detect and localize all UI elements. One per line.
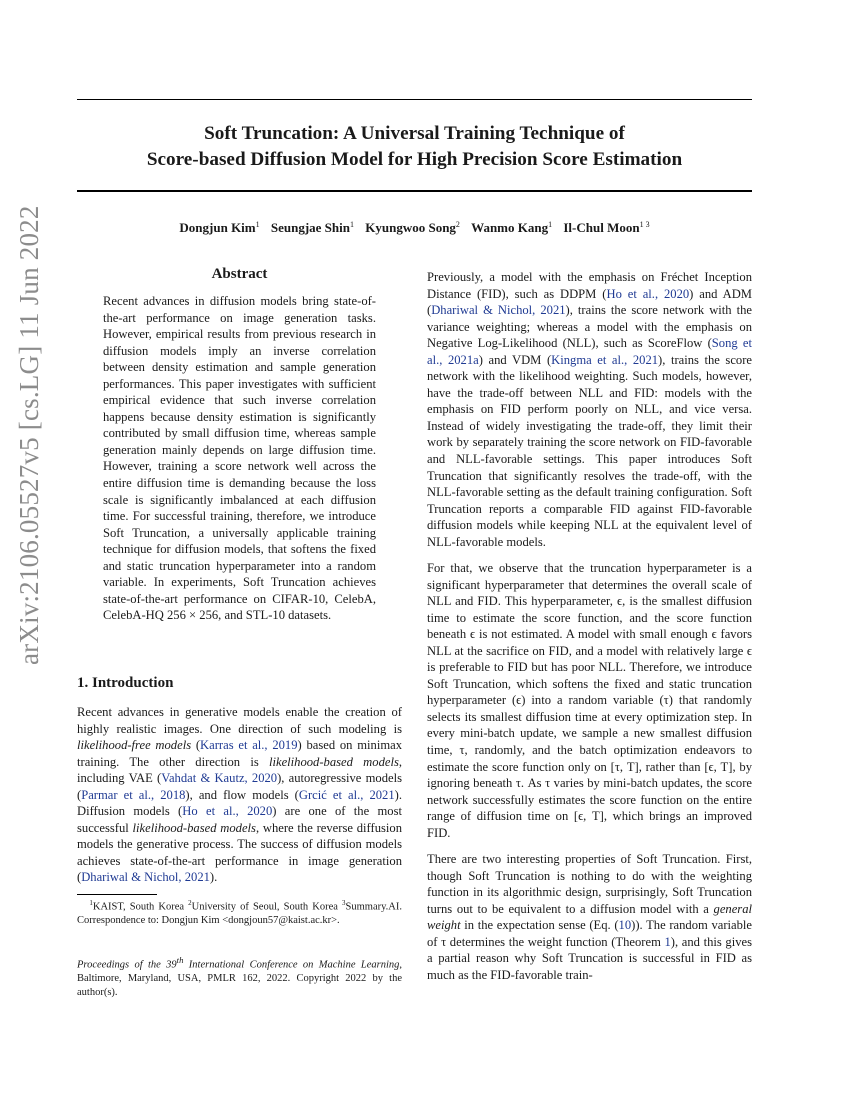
- text: ), trains the score network with the variance weighting; whereas a model with the emphasis on Negative Log-Likelihood (NLL), such as ScoreFlow (: [427, 303, 752, 351]
- title-line-2: Score-based Diffusion Model for High Precision Score Estimation: [146, 149, 683, 170]
- footnote-rule: [77, 894, 157, 895]
- citation-link[interactable]: Grcić et al., 2021: [298, 787, 395, 802]
- author-list: [77, 220, 752, 236]
- intro-paragraph-1: Recent advances in generative models enable the creation of highly realistic images. One direction of such modeling is likelihood-free models (Karras et al., 2019) based on minimax training. The other direction is likelihood-based models, including VAE (Vahdat & Kautz, 2020), autoregressive models (Parmar et al., 2018), and flow models (Grcić et al., 2021). Diffusion models (Ho et al., 2020) are one of the most successful likelihood-based models, where the reverse diffusion models the generative process. The success of diffusion models achieves state-of-the-art performance in image generation (Dhariwal & Nichol, 2021).: [77, 705, 403, 885]
- theorem-link[interactable]: 1: [664, 934, 671, 949]
- author: [271, 220, 354, 235]
- footnote-mark: 3: [342, 899, 346, 907]
- text: University of Seoul, South Korea: [191, 901, 343, 913]
- text: ) and VDM (: [478, 352, 552, 367]
- text: , where the reverse diffusion models the generative process. The success of diffusion models achieves state-of-the-art performance in image generation (: [77, 820, 402, 885]
- intro-paragraph-4: [427, 851, 752, 983]
- affiliation-footnote: [77, 897, 402, 928]
- abstract-text: Recent advances in diffusion models bring state-of-the-art performance on image generation tasks. However, empirical results from previous research in diffusion models imply an inverse correlation between density estimation and sample generation performances. This paper investigates with sufficient empirical evidence that such inverse correlation happens because density estimation is significantly contributed by small diffusion time, whereas sample generation mainly depends on large diffusion time. However, training a score network well across the entire diffusion time is demanding because the loss scale is significantly imbalanced at each diffusion time. For successful training, therefore, we introduce Soft Truncation, a universally applicable training technique for diffusion models, that softens the fixed and static truncation hyperparameter into a random variable. In experiments, Soft Truncation achieves state-of-the-art performance on CIFAR-10, CelebA, CelebA-HQ 256 × 256, and STL-10 datasets.: [103, 294, 376, 623]
- author: [471, 220, 552, 235]
- author-name: Il-Chul Moon: [563, 220, 640, 235]
- author-name: Seungjae Shin: [270, 220, 350, 235]
- citation-link[interactable]: Ho et al., 2020: [182, 804, 273, 819]
- footnote-mark: 1: [89, 899, 93, 907]
- intro-paragraph-3: [427, 560, 752, 841]
- citation-link[interactable]: Song et al., 2021a: [427, 336, 752, 367]
- author-name: Dongjun Kim: [179, 220, 256, 235]
- citation-link[interactable]: Ho et al., 2020: [606, 286, 690, 301]
- text: There are two interesting properties of Soft Truncation. First, though Soft Truncation is nothing to do with the weighting function in its algorithmic design, surprisingly, Soft Truncation turns out to be equivalent to a diffusion model with a: [427, 852, 752, 916]
- proceedings-note: [77, 954, 402, 999]
- emphasis: likelihood-free models: [77, 738, 192, 753]
- author: [563, 220, 649, 235]
- text: ), trains the score network with the likelihood weighting. Such models, however, have the trade-off between NLL and FID: models with the emphasis on FID perform poorly on NLL, and vice versa. Instead of widely investigating the trade-off, they limit their work by separately training the score network on FID-favorable and NLL-favorable settings. This paper introduces Soft Truncation that significantly resolves the trade-off, with the NLL-favorable setting as the default training configuration. Soft Truncation reports a comparable FID against FID-favorable diffusion models while keeping NLL at the equivalent level of NLL-favorable models.: [427, 352, 752, 549]
- text: ).: [209, 870, 218, 885]
- footnote-mark: 2: [188, 899, 192, 907]
- abstract-body: [103, 293, 376, 624]
- emphasis: Proceedings of the 39: [77, 959, 177, 971]
- citation-link[interactable]: Vahdat & Kautz, 2020: [161, 771, 278, 786]
- text: Previously, a model with the emphasis on Fréchet Inception Distance (FID), such as DDPM (: [427, 270, 752, 301]
- intro-paragraph-2: [427, 269, 752, 550]
- author-affiliation: 1: [350, 220, 354, 229]
- text: ), autoregressive models (: [77, 771, 402, 802]
- emphasis: likelihood-based models: [132, 820, 256, 835]
- text: ), and flow models (: [185, 787, 299, 802]
- section-heading-introduction: 1. Introduction: [77, 675, 174, 691]
- title-line-1: Soft Truncation: A Universal Training Technique of: [204, 123, 625, 144]
- author-affiliation: 2: [455, 220, 460, 229]
- author-affiliation: 1: [548, 220, 553, 229]
- text: ). Diffusion models (: [77, 787, 402, 819]
- text: , Baltimore, Maryland, USA, PMLR 162, 2022. Copyright 2022 by the author(s).: [77, 959, 402, 998]
- author-affiliation: 1: [255, 220, 260, 229]
- arxiv-stamp: arXiv:2106.05527v5 [cs.LG] 11 Jun 2022: [14, 205, 44, 665]
- emphasis: International Conference on Machine Learning: [183, 959, 400, 971]
- top-rule: [77, 99, 752, 100]
- citation-link[interactable]: Parmar et al., 2018: [81, 787, 186, 802]
- author-affiliation: 1 3: [639, 220, 650, 229]
- citation-link[interactable]: Karras et al., 2019: [200, 738, 298, 753]
- text: ), and this gives a partial reason why Soft Truncation is successful in FID as much as the FID-favorable train-: [427, 934, 752, 982]
- text: ) and ADM (: [427, 286, 753, 318]
- paper-title: [77, 121, 752, 173]
- text: Recent advances in generative models enable the creation of highly realistic images. One direction of such modeling is: [77, 705, 402, 736]
- text: in the expectation sense (Eq. (: [460, 918, 619, 933]
- text: KAIST, South Korea: [92, 901, 189, 913]
- author-name: Wanmo Kang: [471, 220, 549, 235]
- author-name: Kyungwoo Song: [365, 220, 456, 235]
- author: [179, 220, 259, 235]
- text: based on minimax training. The other direction is: [77, 738, 402, 769]
- author: [365, 220, 460, 235]
- text: , including VAE (: [77, 754, 403, 786]
- text: For that, we observe that the truncation hyperparameter is a significant hyperparameter that determines the overall scale of NLL and FID. This hyperparameter, ϵ, is the smallest diffusion time to estimate the score function, and the score function beneath ϵ is not estimated. A model with small enough ϵ favors NLL at the sacrifice on FID, and a model with relatively large ϵ is preferable to FID but has poor NLL. Therefore, we introduce Soft Truncation, which softens the fixed and static truncation hyperparameter (ϵ) into a random variable (τ) that randomly selects its smallest diffusion time at every optimization step. In every mini-batch update, we sample a new smallest diffusion time, τ, randomly, and the batch optimization endeavors to estimate the score function only on [τ, T], rather than [ϵ, T], by ignoring beneath τ. As τ varies by mini-batch updates, the score network successfully estimates the score function on the entire range of diffusion time on [ϵ, T], which brings an improved FID.: [427, 561, 752, 840]
- text: ) are one of the most successful: [77, 804, 402, 835]
- text: )). The random variable of τ determines the weight function (Theorem: [427, 918, 753, 949]
- text: Summary.AI. Correspondence to: Dongjun Kim <dongjoun57@kaist.ac.kr>.: [77, 901, 402, 927]
- ordinal-suffix: th: [176, 955, 184, 965]
- citation-link[interactable]: Dhariwal & Nichol, 2021: [431, 303, 566, 318]
- citation-link[interactable]: Dhariwal & Nichol, 2021: [81, 870, 210, 885]
- emphasis: likelihood-based models: [268, 754, 399, 769]
- equation-link[interactable]: 10: [618, 918, 632, 933]
- abstract-heading: Abstract: [211, 266, 268, 282]
- citation-link[interactable]: Kingma et al., 2021: [551, 352, 659, 367]
- emphasis: general weight: [427, 901, 752, 933]
- title-bottom-rule: [77, 190, 752, 192]
